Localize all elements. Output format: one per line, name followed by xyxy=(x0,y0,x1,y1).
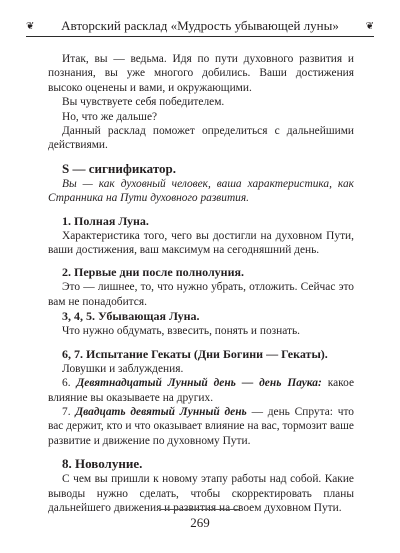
position-6-title: Девятнадцатый Лунный день — день Паука: xyxy=(76,377,322,390)
intro-paragraph-2: Вы чувствуете себя победителем. xyxy=(62,96,225,109)
position-2-heading: 2. Первые дни после полнолуния. xyxy=(62,265,245,280)
running-header xyxy=(26,16,374,37)
page-number: 269 xyxy=(190,515,210,530)
position-1-heading: 1. Полная Луна. xyxy=(62,213,149,228)
position-7-number: 7. xyxy=(62,405,71,418)
position-6-item xyxy=(48,376,354,405)
position-6-number: 6. xyxy=(62,377,71,390)
position-67-heading: 6, 7. Испытание Гекаты (Дни Богини — Гекаты). xyxy=(62,346,328,361)
page-body xyxy=(48,52,354,515)
position-7-item xyxy=(48,405,354,448)
position-345-text: Что нужно обдумать, взвесить, понять и познать. xyxy=(62,325,301,338)
position-1-text: Характеристика того, чего вы достигли на духовном Пути, ваши достижения, ваш максимум на сегодняшний день. xyxy=(48,229,354,257)
intro-paragraph-1: Итак, вы — ведьма. Идя по пути духовного развития и познания, вы уже многого добились. Ваши достижения высоко оценены и вами, и окружающими. xyxy=(48,53,354,94)
footer-divider xyxy=(160,509,240,510)
intro-paragraph-3: Но, что же дальше? xyxy=(62,110,158,123)
position-6-text: какое влияние вы оказываете на других. xyxy=(48,377,354,404)
position-8-heading: 8. Новолуние. xyxy=(62,456,143,472)
header-title: Авторский расклад «Мудрость убывающей луны» xyxy=(61,18,339,33)
position-67-text: Ловушки и заблуждения. xyxy=(62,362,184,375)
position-8-text: С чем вы пришли к новому этапу работы над собой. Какие выводы нужно сделать, чтобы скорректировать планы дальнейшего движения и развития на своем духовном Пути. xyxy=(48,473,354,514)
left-ornament-icon: ❦ xyxy=(26,20,35,32)
position-2-text: Это — лишнее, то, что нужно убрать, отложить. Сейчас это вам не понадобится. xyxy=(48,281,354,308)
position-7-title: Двадцать девятый Лунный день xyxy=(75,405,247,418)
position-7-text: — день Спрута: что вас держит, кто и что оказывает влияние на вас, тормозит ваше развитие и движение по духовному Пути. xyxy=(48,405,354,447)
position-345-heading: 3, 4, 5. Убывающая Луна. xyxy=(62,309,200,324)
significator-text: Вы — как духовный человек, ваша характеристика, как Странника на Пути духовного развития. xyxy=(48,177,354,205)
significator-heading: S — сигнификатор. xyxy=(62,160,177,176)
right-ornament-icon: ❦ xyxy=(365,20,374,32)
intro-paragraph-4: Данный расклад поможет определиться с дальнейшими действиями. xyxy=(48,125,354,152)
